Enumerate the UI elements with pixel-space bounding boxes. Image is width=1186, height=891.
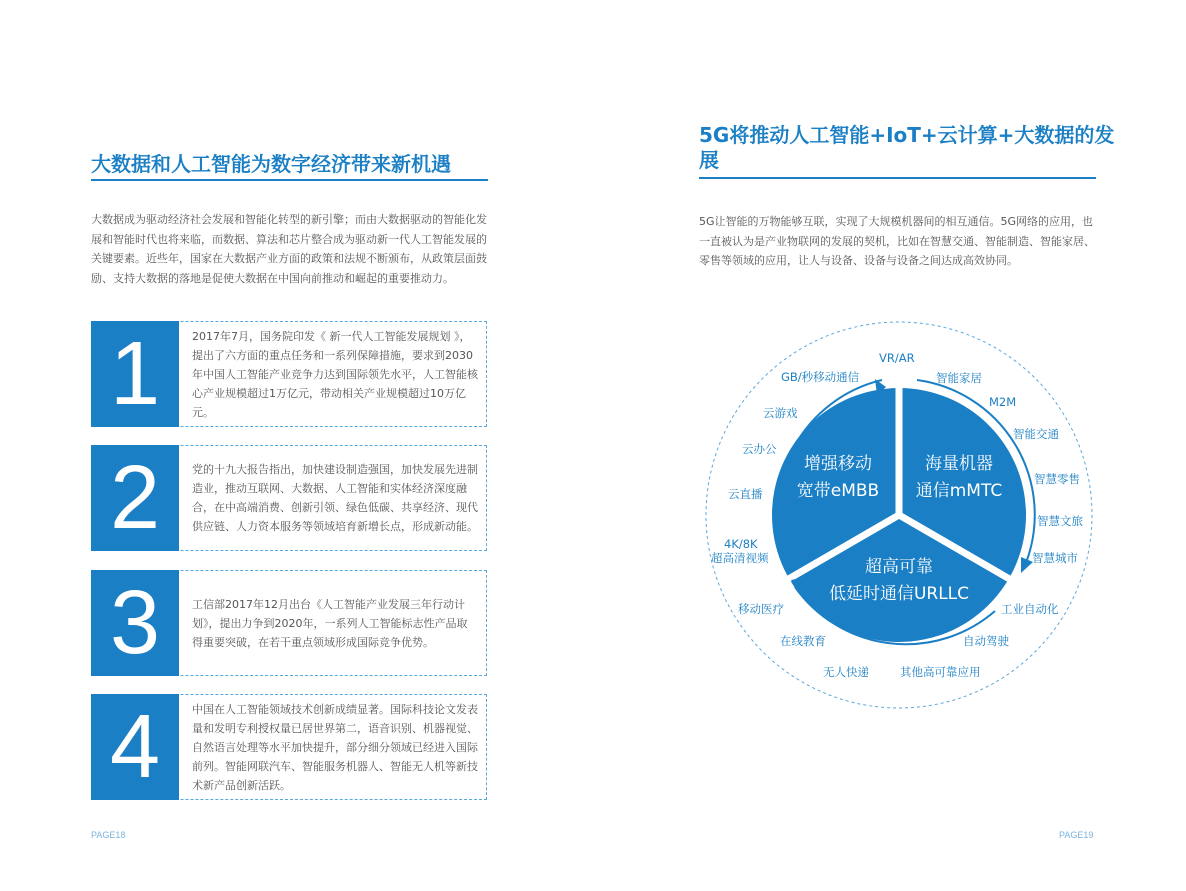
card-text-4: 中国在人工智能领域技术创新成绩显著。国际科技论文发表量和发明专利授权量已居世界第二，语音识别、机器视觉、自然语言处理等水平加快提升，部分细分领域已经进入国际前列。智能网联汽车、智能服务机器人、智能无人机等新技术新产品创新活跃。 <box>192 702 478 792</box>
urllc-label-line2: 低延时通信URLLC <box>828 584 970 604</box>
mmtc-label-line1: 海量机器 <box>925 454 993 474</box>
app-label-mobile-medical: 移动医疗 <box>738 602 784 616</box>
app-label-smart-city: 智慧城市 <box>1032 551 1078 565</box>
app-label-other-high-reliability: 其他高可靠应用 <box>900 665 981 679</box>
policy-card-3 <box>91 570 487 676</box>
card-number-4: 4 <box>91 694 179 800</box>
app-label-online-education: 在线教育 <box>780 634 826 648</box>
app-label-vr-ar: VR/AR <box>879 351 915 365</box>
left-intro-paragraph: 大数据成为驱动经济社会发展和智能化转型的新引擎；而由大数据驱动的智能化发展和智能时代也将来临，而数据、算法和芯片整合成为驱动新一代人工智能发展的关键要素。近些年，国家在大数据产业方面的政策和法规不断颁布，从政策层面鼓励、支持大数据的落地是促使大数据在中国向前推动和崛起的重要推动力。 <box>91 213 487 285</box>
right-intro-paragraph: 5G让智能的万物能够互联，实现了大规模机器间的相互通信。5G网络的应用，也一直被认为是产业物联网的发展的契机，比如在智慧交通、智能制造、智能家居、零售等领域的应用，让人与设备、设备与设备之间达成高效协同。 <box>699 215 1095 267</box>
embb-label-line2: 宽带eMBB <box>796 481 880 501</box>
card-text-2: 党的十九大报告指出，加快建设制造强国，加快发展先进制造业，推动互联网、大数据、人工智能和实体经济深度融合，在中高端消费、创新引领、绿色低碳、共享经济、现代供应链、人力资本服务等领域培育新增长点，形成新动能。 <box>192 463 478 533</box>
app-label-industrial-automation: 工业自动化 <box>1001 602 1059 616</box>
card-text-3: 工信部2017年12月出台《人工智能产业发展三年行动计划》，提出力争到2020年，一系列人工智能标志性产品取得重要突破，在若干重点领域形成国际竞争优势。 <box>192 597 468 649</box>
embb-label-line1: 增强移动 <box>804 454 872 474</box>
page-number-left: PAGE18 <box>91 830 126 840</box>
app-label-smart-tourism: 智慧文旅 <box>1037 514 1083 528</box>
card-number-1: 1 <box>91 321 179 427</box>
app-label-gb-mobile: GB/秒移动通信 <box>781 370 860 384</box>
card-number-3: 3 <box>91 570 179 676</box>
right-page-title: 5G将推动人工智能+IoT+云计算+大数据的发展 <box>699 123 1115 172</box>
app-label-m2m: M2M <box>989 395 1017 409</box>
5g-scenarios-diagram <box>699 315 1099 715</box>
card-text-1: 2017年7月，国务院印发《 新一代人工智能发展规划 》，提出了六方面的重点任务和一系列保障措施，要求到2030年中国人工智能产业竞争力达到国际领先水平，人工智能核心产业规模超过1万亿元，带动相关产业规模超过10万亿元。 <box>192 329 478 419</box>
app-label-cloud-office: 云办公 <box>742 442 777 456</box>
app-label-smart-retail: 智慧零售 <box>1034 472 1080 486</box>
card-number-2: 2 <box>91 445 179 551</box>
app-label-4k-8k: 4K/8K <box>724 537 758 551</box>
app-label-cloud-live: 云直播 <box>728 487 763 501</box>
mmtc-label-line2: 通信mMTC <box>915 481 1003 501</box>
urllc-label-line1: 超高可靠 <box>865 557 933 577</box>
left-page-title: 大数据和人工智能为数字经济带来新机遇 <box>91 152 451 176</box>
policy-card-1 <box>91 321 487 427</box>
page-number-right: PAGE19 <box>1059 830 1094 840</box>
app-label-smart-home: 智能家居 <box>936 371 982 385</box>
app-label-autonomous-driving: 自动驾驶 <box>963 634 1009 648</box>
app-label-smart-traffic: 智能交通 <box>1013 427 1059 441</box>
policy-card-2 <box>91 445 487 551</box>
app-label-unmanned-delivery: 无人快递 <box>823 665 869 679</box>
left-title-rule <box>91 179 488 181</box>
app-label-uhd-video: 超高清视频 <box>711 551 769 565</box>
app-label-cloud-gaming: 云游戏 <box>763 406 798 420</box>
policy-card-4 <box>91 694 487 800</box>
right-title-rule <box>699 177 1096 179</box>
